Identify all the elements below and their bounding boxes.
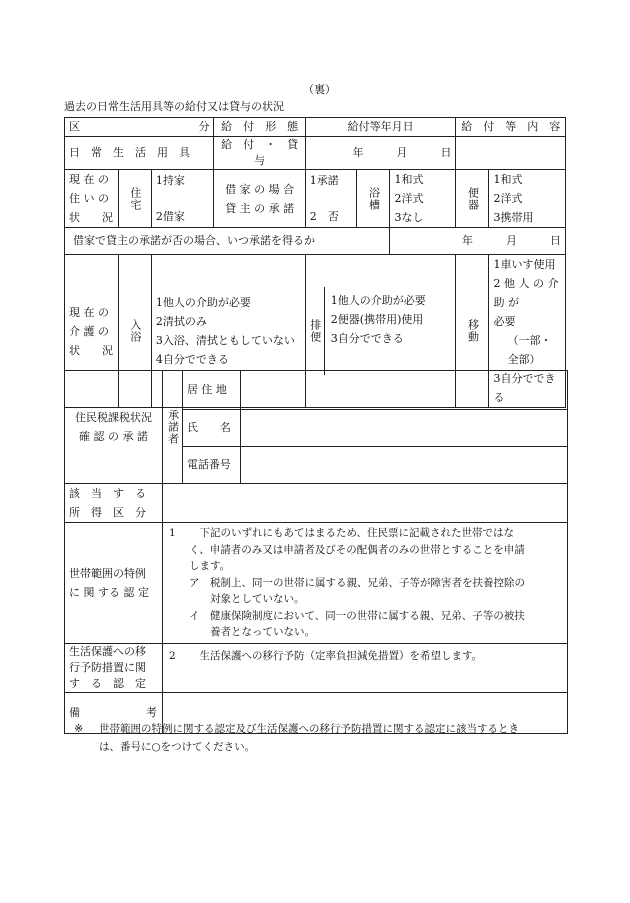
jutaku-options[interactable]: 1持家 2借家 (151, 170, 214, 228)
supplies-history-table (64, 117, 566, 408)
daily-supplies-label: 日 常 生 活 用 具 (65, 137, 214, 170)
address-field[interactable] (240, 371, 567, 410)
household-special-label: 世帯範囲の特例 に 関 する 認 定 (65, 523, 163, 644)
ido-label: 移動 (456, 255, 489, 408)
ido-options[interactable]: 1車いす使用 2 他 人 の 介 助 が 必要 （一部・全部） 3自分でできる (489, 255, 566, 408)
shakuya-date-field[interactable]: 年 月 日 (390, 228, 566, 255)
shodaku-options[interactable]: 1承諾 2 否 (305, 170, 357, 228)
nyuyoku-options[interactable]: 1他人の介助が必要 2清拭のみ 3入浴、清拭ともしていない 4自分でできる (151, 255, 305, 408)
shodakusha-label: 承諾者 (162, 371, 182, 484)
tax-consent-label: 住民税課税状況 確 認 の 承 諾 (65, 371, 163, 484)
haiben-label: 排便 (306, 287, 325, 375)
shakuya-approval-label: 借 家 の 場 合 貸 主 の 承 諾 (214, 170, 305, 228)
care-status-label: 現 在 の 介 護 の 状 況 (65, 255, 119, 408)
nyuyoku-label: 入浴 (118, 255, 151, 408)
phone-field[interactable] (240, 447, 567, 484)
item1-number: 1 (168, 527, 176, 539)
kyufu-content-field[interactable] (456, 137, 566, 170)
remarks-label: 備 考 (65, 692, 163, 733)
benki-label: 便器 (456, 170, 489, 228)
yokuso-options[interactable]: 1和式 2洋式 3なし (390, 170, 456, 228)
kyufu-date-field[interactable]: 年 月 日 (305, 137, 456, 170)
welfare-prevention-label: 生活保護への移 行予防措置に関 す る 認 定 (65, 643, 163, 692)
income-class-label: 該 当 す る 所 得 区 分 (65, 484, 163, 523)
footnote-line2: は、番号に○をつけてください。 (99, 741, 256, 753)
header-kyufu-naiyo: 給 付 等 内 容 (456, 118, 566, 137)
certification-table (64, 370, 568, 734)
header-kyufu-date: 給付等年月日 (305, 118, 456, 137)
haiben-options[interactable]: 1他人の介助が必要 2便器(携帯用)使用 3自分でできる (330, 294, 426, 345)
shakuya-question: 借家で貸主の承諾が否の場合、いつ承諾を得るか (65, 228, 390, 255)
income-class-field[interactable] (162, 484, 567, 523)
household-special-text[interactable]: 1 下記のいずれにもあてはまるため、住民票に記載された世帯ではな く、申請者のみ又は申請者及びその配偶者のみの世帯とすることを申請 します。 ア 税制上、同一の世帯に属する親、兄弟、子等が障害者を扶養控除の 対象としていない。 イ 健康保険制度において、同一の世帯に属する親、兄弟、子等の被扶 養者となっていない。 (162, 523, 567, 644)
header-kubun: 区 分 (65, 118, 214, 137)
yokuso-label: 浴槽 (357, 170, 390, 228)
benki-options[interactable]: 1和式 2洋式 3携帯用 (489, 170, 566, 228)
footnote-line1: 世帯範囲の特例に関する認定及び生活保護への移行予防措置に関する認定に該当するとき (99, 723, 519, 735)
jutaku-label: 住宅 (118, 170, 151, 228)
name-label: 氏 名 (182, 410, 240, 447)
section-title: 過去の日常生活用具等の給付又は貸与の状況 (64, 100, 284, 113)
kyufu-taiyo-label: 給 付 ・ 貸 与 (214, 137, 305, 170)
item2-number: 2 (168, 649, 176, 662)
page-marker: （裏） (303, 83, 336, 96)
phone-label: 電話番号 (182, 447, 240, 484)
header-kyufu-keitai: 給 付 形 態 (214, 118, 305, 137)
living-status-label: 現 在 の 住 い の 状 況 (65, 170, 119, 228)
footnote-mark: ※ (74, 722, 84, 735)
address-label: 居 住 地 (182, 371, 240, 410)
name-field[interactable] (240, 410, 567, 447)
welfare-prevention-text[interactable]: 2 生活保護への移行予防（定率負担減免措置）を希望します。 (162, 643, 567, 692)
